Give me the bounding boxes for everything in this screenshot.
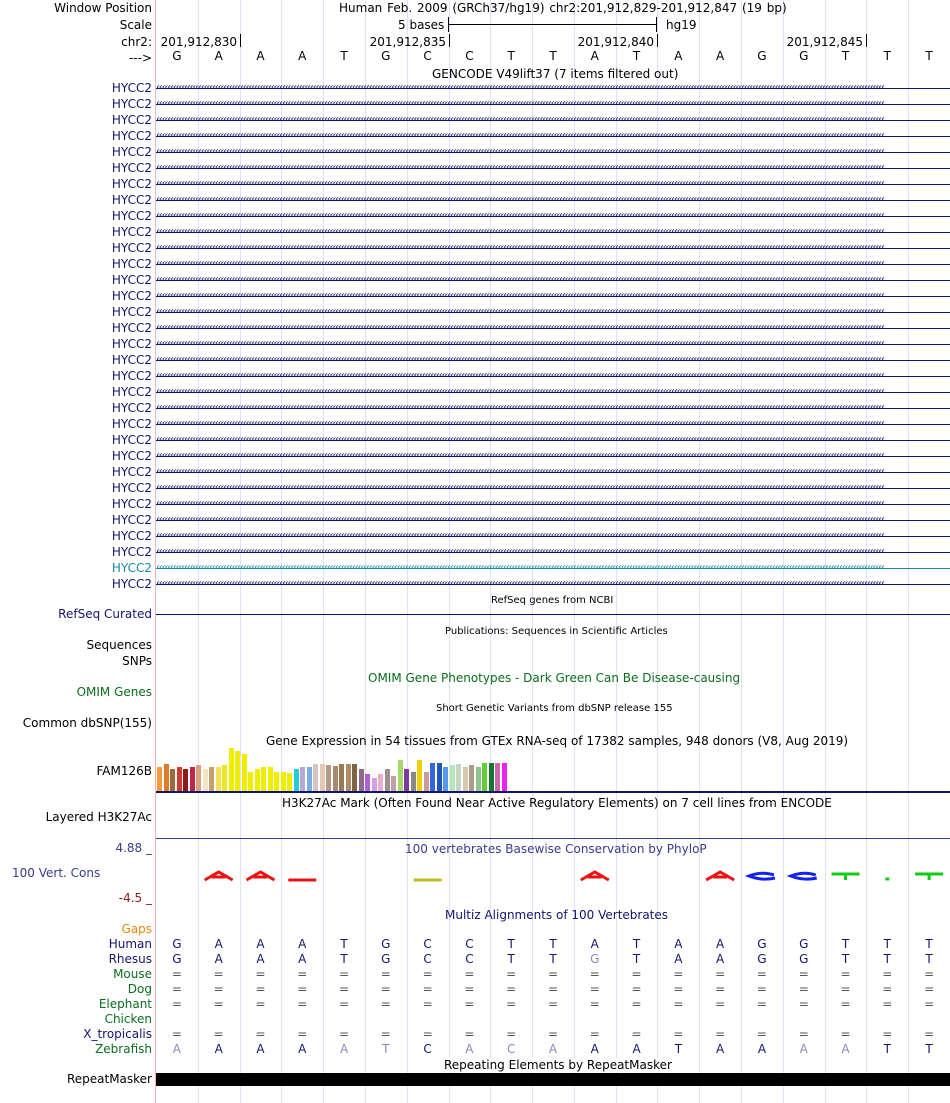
alignment-base: = [756, 967, 767, 981]
alignment-base: = [589, 967, 600, 981]
alignment-base: = [464, 967, 475, 981]
repeatmasker-title: Repeating Elements by RepeatMasker [444, 1058, 672, 1072]
alignment-base: T [632, 952, 641, 966]
gtex-label[interactable]: FAM126B [96, 764, 152, 778]
alignment-base: = [631, 982, 642, 996]
publications-title: Publications: Sequences in Scientific Articles [445, 626, 668, 637]
phylop-label[interactable]: 100 Vert. Cons [12, 866, 101, 880]
alignment-base: = [756, 997, 767, 1011]
dna-base: T [841, 49, 850, 63]
alignment-base: = [171, 982, 182, 996]
dna-base: T [925, 49, 933, 63]
alignment-base: A [716, 937, 725, 951]
alignment-base: G [757, 952, 767, 966]
gencode-gene-label[interactable]: HYCC2 [111, 129, 152, 143]
alignment-base: G [590, 952, 600, 966]
alignment-base: A [256, 937, 265, 951]
alignment-base: = [882, 982, 893, 996]
dna-base: C [423, 49, 432, 63]
alignment-base: T [507, 937, 515, 951]
alignment-base: = [840, 1027, 851, 1041]
alignment-base: = [840, 982, 851, 996]
alignment-base: T [883, 952, 891, 966]
phylop-mark-a[interactable] [246, 872, 274, 880]
ruler-coordinate-text: 201,912,835 [369, 35, 446, 49]
gencode-gene-label[interactable]: HYCC2 [111, 561, 152, 575]
alignment-base: A [465, 1042, 474, 1056]
alignment-base: = [840, 967, 851, 981]
alignment-base: = [255, 997, 266, 1011]
alignment-base: T [632, 937, 641, 951]
alignment-base: = [631, 997, 642, 1011]
alignment-base: = [506, 982, 517, 996]
gencode-gene-label[interactable]: HYCC2 [111, 225, 152, 239]
alignment-base: = [924, 982, 935, 996]
strand-label: ---> [128, 51, 152, 65]
dna-base: C [465, 49, 474, 63]
alignment-base: A [841, 1042, 850, 1056]
alignment-base: = [213, 997, 224, 1011]
alignment-base: = [171, 1027, 182, 1041]
species-label[interactable]: Rhesus [108, 952, 152, 966]
alignment-base: T [925, 1042, 933, 1056]
alignment-base: G [799, 937, 809, 951]
phylop-title: 100 vertebrates Basewise Conservation by PhyloP [405, 842, 707, 856]
dna-base: A [256, 49, 265, 63]
alignment-base: = [422, 997, 433, 1011]
gencode-gene-label[interactable]: HYCC2 [111, 481, 152, 495]
alignment-base: = [882, 967, 893, 981]
alignment-base: = [213, 967, 224, 981]
alignment-base: = [547, 997, 559, 1011]
alignment-base: = [547, 967, 559, 981]
gencode-gene-label[interactable]: HYCC2 [111, 193, 152, 207]
alignment-base: = [673, 1027, 684, 1041]
alignment-base: = [924, 997, 935, 1011]
dna-base: A [214, 49, 223, 63]
gencode-gene-label[interactable]: HYCC2 [111, 321, 152, 335]
alignment-base: = [464, 1027, 475, 1041]
alignment-base: A [256, 1042, 265, 1056]
alignment-base: = [297, 982, 308, 996]
species-label[interactable]: Human [108, 937, 152, 951]
alignment-base: = [715, 997, 726, 1011]
pub-snps-label[interactable]: SNPs [122, 654, 152, 668]
alignment-base: = [715, 982, 726, 996]
alignment-base: C [465, 952, 474, 966]
alignment-base: = [380, 997, 391, 1011]
alignment-base: = [380, 1027, 391, 1041]
alignment-base: = [255, 982, 266, 996]
dna-base: G [799, 49, 809, 63]
alignment-base: T [883, 1042, 891, 1056]
phylop-mark-g[interactable] [749, 873, 775, 879]
gencode-gene-label[interactable]: HYCC2 [111, 513, 152, 527]
alignment-base: = [339, 997, 350, 1011]
alignment-base: = [380, 967, 391, 981]
species-label[interactable]: Zebrafish [95, 1042, 152, 1056]
gencode-gene-label[interactable]: HYCC2 [111, 529, 152, 543]
ruler-coordinate-text: 201,912,840 [577, 35, 654, 49]
alignment-base: G [757, 937, 767, 951]
alignment-base: A [632, 1042, 641, 1056]
omim-title: OMIM Gene Phenotypes - Dark Green Can Be Disease-causing [368, 671, 741, 685]
dna-base: A [716, 49, 725, 63]
alignment-base: = [339, 982, 350, 996]
phylop-mark-a[interactable] [581, 872, 609, 880]
alignment-base: A [214, 937, 223, 951]
gencode-gene-label[interactable]: HYCC2 [111, 289, 152, 303]
alignment-base: G [799, 952, 809, 966]
h3k27ac-title: H3K27Ac Mark (Often Found Near Active Regulatory Elements) on 7 cell lines from ENCODE [282, 796, 832, 810]
alignment-base: A [757, 1042, 767, 1056]
alignment-base: A [298, 937, 307, 951]
alignment-base: = [756, 1027, 767, 1041]
gencode-gene-label[interactable]: HYCC2 [111, 177, 152, 191]
gencode-gene-label[interactable]: HYCC2 [111, 465, 152, 479]
alignment-base: T [507, 952, 515, 966]
refseq-label[interactable]: RefSeq Curated [58, 607, 152, 621]
alignment-base: = [715, 967, 726, 981]
alignment-base: = [840, 997, 851, 1011]
dna-base: A [298, 49, 307, 63]
h3k27ac-label[interactable]: Layered H3K27Ac [45, 810, 152, 824]
alignment-base: A [548, 1042, 558, 1056]
alignment-base: T [340, 937, 348, 951]
alignment-base: = [506, 1027, 517, 1041]
alignment-base: = [255, 967, 266, 981]
alignment-base: = [213, 1027, 224, 1041]
alignment-base: A [214, 1042, 223, 1056]
alignment-base: C [507, 1042, 516, 1056]
alignment-base: A [339, 1042, 349, 1056]
alignment-base: A [674, 937, 683, 951]
alignment-base: A [716, 1042, 725, 1056]
dbsnp-title: Short Genetic Variants from dbSNP release 155 [436, 703, 673, 714]
alignment-base: = [756, 982, 767, 996]
alignment-base: = [547, 982, 559, 996]
alignment-base: A [298, 1042, 307, 1056]
alignment-base: = [924, 967, 935, 981]
alignment-base: = [673, 967, 684, 981]
dna-base: T [340, 49, 348, 63]
gencode-gene-label[interactable]: HYCC2 [111, 161, 152, 175]
alignment-base: = [339, 967, 350, 981]
gencode-gene-label[interactable]: HYCC2 [111, 385, 152, 399]
alignment-base: T [841, 937, 850, 951]
dna-base: A [674, 49, 683, 63]
alignment-base: G [381, 952, 391, 966]
alignment-base: = [506, 997, 517, 1011]
gencode-gene-label[interactable]: HYCC2 [111, 145, 152, 159]
dna-base: T [507, 49, 515, 63]
gencode-gene-label[interactable]: HYCC2 [111, 497, 152, 511]
alignment-base: = [798, 967, 809, 981]
track-area[interactable] [156, 0, 950, 1103]
alignment-base: T [674, 1042, 683, 1056]
alignment-base: = [422, 1027, 433, 1041]
gencode-gene-label[interactable]: HYCC2 [111, 305, 152, 319]
alignment-base: = [798, 997, 809, 1011]
alignment-base: T [549, 937, 557, 951]
gencode-gene-label[interactable]: HYCC2 [111, 353, 152, 367]
alignment-base: C [423, 952, 432, 966]
alignment-base: = [339, 1027, 350, 1041]
alignment-base: A [214, 952, 223, 966]
gencode-title: GENCODE V49lift37 (7 items filtered out) [432, 67, 679, 81]
alignment-base: T [925, 937, 933, 951]
gencode-gene-label[interactable]: HYCC2 [111, 369, 152, 383]
alignment-base: T [382, 1042, 390, 1056]
alignment-base: = [589, 997, 600, 1011]
dna-base: G [757, 49, 767, 63]
alignment-base: G [172, 952, 182, 966]
alignment-base: T [340, 952, 348, 966]
alignment-base: = [673, 997, 684, 1011]
phylop-mark-t[interactable] [832, 874, 860, 880]
alignment-base: = [882, 997, 893, 1011]
alignment-base: = [506, 967, 517, 981]
gencode-gene-label[interactable]: HYCC2 [111, 113, 152, 127]
alignment-base: = [547, 1027, 559, 1041]
phylop-mark-t[interactable] [915, 874, 943, 880]
alignment-base: T [549, 952, 557, 966]
alignment-base: = [589, 1027, 600, 1041]
alignment-base: A [590, 937, 599, 951]
gtex-title: Gene Expression in 54 tissues from GTEx RNA-seq of 17382 samples, 948 donors (V8, Aug 2019) [266, 734, 849, 748]
alignment-base: = [798, 1027, 809, 1041]
gaps-label[interactable]: Gaps [121, 922, 152, 936]
alignment-base: = [422, 982, 433, 996]
alignment-base: A [298, 952, 307, 966]
track-labels [0, 0, 155, 1103]
gencode-gene-label[interactable]: HYCC2 [111, 545, 152, 559]
gencode-gene-label[interactable]: HYCC2 [111, 241, 152, 255]
alignment-base: = [213, 982, 224, 996]
alignment-base: = [297, 997, 308, 1011]
alignment-base: C [465, 937, 474, 951]
chrom-label: chr2: [121, 35, 152, 49]
dna-base: G [172, 49, 182, 63]
alignment-base: = [464, 982, 475, 996]
gencode-gene-label[interactable]: HYCC2 [111, 401, 152, 415]
gencode-gene-label[interactable]: HYCC2 [111, 257, 152, 271]
assembly-position-text: Human Feb. 2009 (GRCh37/hg19) chr2:201,912,829-201,912,847 (19 bp) [339, 1, 787, 15]
repeatmasker-bar[interactable] [156, 1073, 950, 1086]
alignment-base: = [715, 1027, 726, 1041]
scale-bases-text: 5 bases [398, 18, 445, 32]
gencode-gene-label[interactable]: HYCC2 [111, 81, 152, 95]
dna-base: T [632, 49, 641, 63]
alignment-base: = [798, 982, 809, 996]
alignment-base: = [380, 982, 391, 996]
alignment-base: T [883, 937, 891, 951]
alignment-base: = [297, 1027, 308, 1041]
alignment-base: A [674, 952, 683, 966]
alignment-base: A [590, 1042, 599, 1056]
gencode-gene-label[interactable]: HYCC2 [111, 449, 152, 463]
repeatmasker-label[interactable]: RepeatMasker [66, 1072, 152, 1086]
species-label[interactable]: Mouse [113, 967, 152, 981]
alignment-base: G [381, 937, 391, 951]
gencode-gene-label[interactable]: HYCC2 [111, 577, 152, 591]
alignment-base: = [464, 997, 475, 1011]
gencode-gene-label[interactable]: HYCC2 [111, 209, 152, 223]
gencode-gene-label[interactable]: HYCC2 [111, 97, 152, 111]
ruler-coordinate-text: 201,912,845 [786, 35, 863, 49]
alignment-base: = [422, 967, 433, 981]
pub-sequences-label[interactable]: Sequences [86, 638, 152, 652]
dna-base: G [381, 49, 391, 63]
species-label[interactable]: Elephant [98, 997, 152, 1011]
alignment-base: T [925, 952, 933, 966]
phylop-min-label: -4.5 _ [118, 891, 152, 905]
ruler-coordinate-text: 201,912,830 [160, 35, 237, 49]
alignment-base: T [841, 952, 850, 966]
alignment-base: = [171, 967, 182, 981]
species-label[interactable]: Dog [127, 982, 152, 996]
gencode-gene-label[interactable]: HYCC2 [111, 433, 152, 447]
species-label[interactable]: Chicken [104, 1012, 152, 1026]
dna-base: A [590, 49, 599, 63]
multiz-title: Multiz Alignments of 100 Vertebrates [445, 908, 669, 922]
scale-label: Scale [119, 18, 152, 32]
omim-label[interactable]: OMIM Genes [76, 685, 152, 699]
alignment-base: A [799, 1042, 808, 1056]
gencode-gene-label[interactable]: HYCC2 [111, 273, 152, 287]
alignment-base: A [716, 952, 725, 966]
alignment-base: A [256, 952, 265, 966]
phylop-mark-g[interactable] [791, 873, 817, 879]
alignment-base: = [297, 967, 308, 981]
alignment-base: = [631, 1027, 642, 1041]
gencode-gene-label[interactable]: HYCC2 [111, 337, 152, 351]
scale-db-text: hg19 [666, 18, 697, 32]
dna-base: T [549, 49, 557, 63]
dna-base: T [883, 49, 891, 63]
phylop-mark-a[interactable] [706, 872, 734, 880]
species-label[interactable]: X_tropicalis [83, 1027, 152, 1041]
alignment-base: A [172, 1042, 181, 1056]
alignment-base: C [423, 937, 432, 951]
window-position-label: Window Position [54, 1, 152, 15]
dbsnp-label[interactable]: Common dbSNP(155) [22, 716, 152, 730]
phylop-max-label: 4.88 _ [115, 841, 152, 855]
gencode-gene-label[interactable]: HYCC2 [111, 417, 152, 431]
alignment-base: C [423, 1042, 432, 1056]
alignment-base: = [631, 967, 642, 981]
alignment-base: = [255, 1027, 266, 1041]
alignment-base: = [924, 1027, 935, 1041]
phylop-mark-a[interactable] [205, 872, 233, 880]
refseq-title: RefSeq genes from NCBI [491, 595, 614, 606]
alignment-base: = [882, 1027, 893, 1041]
alignment-base: G [172, 937, 182, 951]
alignment-base: = [171, 997, 182, 1011]
alignment-base: = [673, 982, 684, 996]
alignment-base: = [589, 982, 600, 996]
